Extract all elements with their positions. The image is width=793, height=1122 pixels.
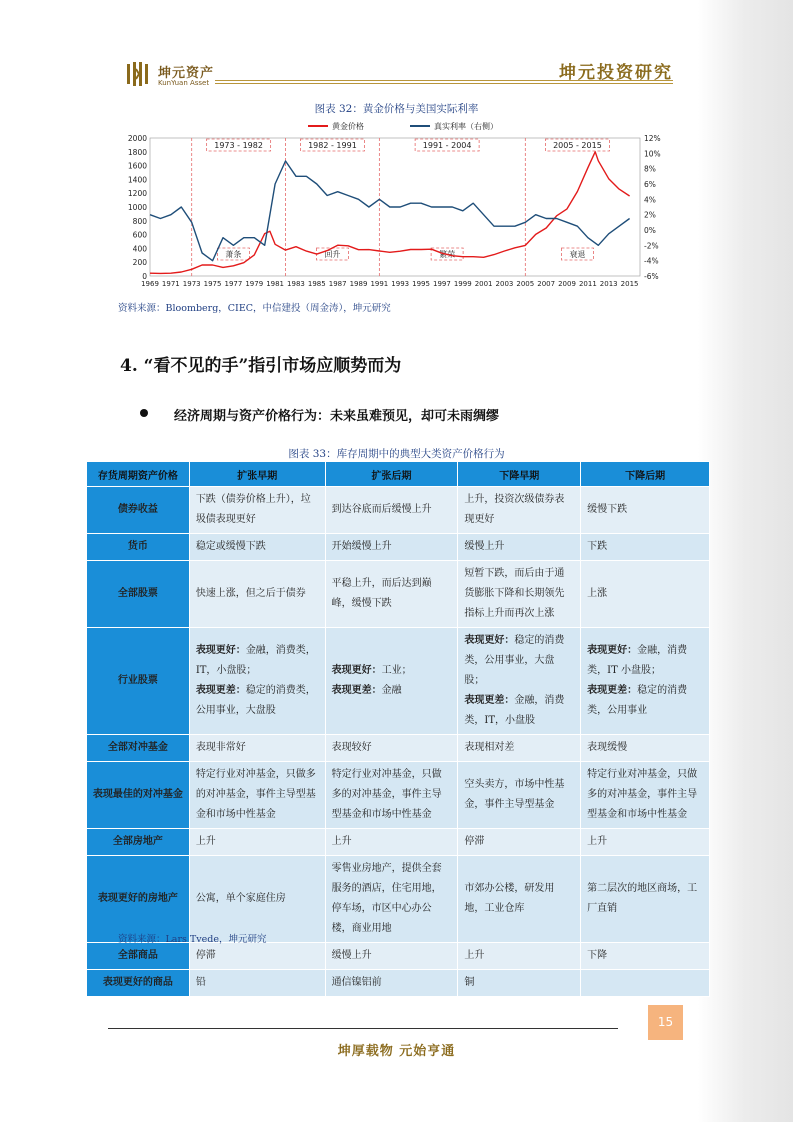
x-tick-label: 1999	[453, 280, 472, 288]
logo-chinese-name: 坤元资产	[158, 66, 215, 81]
row-label: 行业股票	[87, 628, 190, 735]
better-text: 工业；	[381, 665, 412, 676]
y-left-tick-label: 600	[132, 230, 147, 240]
x-tick-label: 2013	[599, 280, 618, 288]
y-left-tick-label: 1400	[127, 175, 147, 185]
row-label: 债券收益	[87, 487, 190, 534]
worse-label: 表现更差：	[587, 685, 638, 696]
table-cell: 表现非常好	[189, 735, 325, 762]
better-label: 表现更好：	[464, 635, 515, 646]
y-right-tick-label: 12%	[644, 134, 661, 143]
table-row-commodities	[87, 943, 710, 970]
y-right-tick-label: -6%	[644, 272, 659, 281]
period-label: 2005 - 2015	[553, 141, 602, 150]
asset-cycle-table	[86, 461, 710, 997]
phase-label: 回升	[324, 250, 341, 259]
table-cell: 停滞	[458, 829, 581, 856]
y-left-tick-label: 0	[142, 272, 147, 281]
table-cell: 开始缓慢上升	[325, 534, 458, 561]
table-cell: 稳定或缓慢下跌	[189, 534, 325, 561]
table-cell: 公寓，单个家庭住房	[189, 856, 325, 943]
table-row-best-commodities	[87, 970, 710, 997]
table-cell: 短暂下跌，而后由于通货膨胀下降和长期领先指标上升而再次上涨	[458, 561, 581, 628]
table-cell: 上升，投资次级债券表现更好	[458, 487, 581, 534]
column-header: 存货周期资产价格	[87, 462, 190, 487]
x-tick-label: 1991	[370, 280, 389, 288]
table-cell: 零售业房地产，提供全套服务的酒店，住宅用地，停车场，市区中心办公楼，商业用地	[325, 856, 458, 943]
x-tick-label: 1997	[433, 280, 451, 288]
x-tick-label: 1973	[182, 280, 201, 288]
table-row-real-estate	[87, 829, 710, 856]
x-tick-label: 1981	[266, 280, 285, 288]
y-left-tick-label: 1000	[127, 203, 147, 212]
footer-motto: 坤厚载物 元始亨通	[337, 1044, 456, 1059]
y-right-tick-label: 2%	[644, 210, 656, 220]
x-tick-label: 1985	[307, 280, 326, 288]
y-left-tick-label: 800	[132, 216, 147, 226]
period-label: 1982 - 1991	[308, 141, 357, 150]
better-text: 稳定的消费类，公用事业，大盘股；	[464, 635, 565, 686]
bullet-dot-icon	[140, 409, 148, 417]
report-series-title: 坤元投资研究	[559, 63, 673, 83]
table-cell: 下跌（债券价格上升），垃圾债表现更好	[189, 487, 325, 534]
worse-label: 表现更差：	[331, 685, 382, 696]
period-label: 1991 - 2004	[422, 141, 472, 150]
logo-english-name: KunYuan Asset	[158, 79, 210, 87]
table-cell: 空头卖方，市场中性基金，事件主导型基金	[458, 762, 581, 829]
x-tick-label: 1995	[412, 280, 430, 288]
table-cell: 特定行业对冲基金，只做多的对冲基金，事件主导型基金和市场中性基金	[189, 762, 325, 829]
table-cell: 缓慢上升	[458, 534, 581, 561]
table-cell: 快速上涨，但之后于债券	[189, 561, 325, 628]
x-tick-label: 2003	[495, 280, 514, 288]
table-cell: 表现缓慢	[581, 735, 710, 762]
figure-32-caption: 图表 32：黄金价格与美国实际利率	[314, 103, 479, 115]
better-label: 表现更好：	[587, 645, 638, 656]
x-tick-label: 2009	[558, 280, 576, 288]
table-cell: 停滞	[189, 943, 325, 970]
table-row-bonds	[87, 487, 710, 534]
row-label: 全部对冲基金	[87, 735, 190, 762]
y-left-tick-label: 1800	[127, 147, 147, 157]
gold-real-rate-chart	[118, 118, 676, 296]
phase-label: 衰退	[569, 250, 586, 259]
table-cell	[581, 970, 710, 997]
better-text: 金融，消费类，IT 小盘股；	[587, 645, 688, 676]
x-tick-label: 2015	[620, 280, 639, 288]
kunyuan-logo-icon	[126, 61, 152, 87]
row-label: 货币	[87, 534, 190, 561]
table-row-sector-stocks	[87, 628, 710, 735]
footer-rule	[108, 1028, 618, 1029]
table-cell: 下跌	[581, 534, 710, 561]
table-row-best-real-estate	[87, 856, 710, 943]
table-cell: 铅	[189, 970, 325, 997]
y-left-tick-label: 2000	[127, 134, 147, 143]
x-tick-label: 2011	[578, 280, 597, 288]
y-left-tick-label: 1600	[127, 161, 147, 171]
x-tick-label: 1983	[287, 280, 305, 288]
table-cell: 表现相对差	[458, 735, 581, 762]
y-left-tick-label: 400	[132, 244, 147, 254]
row-label: 表现更好的商品	[87, 970, 190, 997]
row-label: 全部股票	[87, 561, 190, 628]
table-cell: 特定行业对冲基金，只做多的对冲基金，事件主导型基金和市场中性基金	[325, 762, 458, 829]
figure-32-source: 资料来源：Bloomberg，CIEC，中信建投（周金涛），坤元研究	[118, 303, 391, 314]
x-tick-label: 2001	[474, 280, 493, 288]
legend-label-rate: 真实利率（右侧）	[434, 122, 498, 131]
table-cell: 特定行业对冲基金，只做多的对冲基金，事件主导型基金和市场中性基金	[581, 762, 710, 829]
x-tick-label: 2005	[516, 280, 535, 288]
worse-label: 表现更差：	[195, 685, 246, 696]
x-tick-label: 1989	[349, 280, 368, 288]
y-right-tick-label: 4%	[644, 195, 656, 205]
x-tick-label: 1987	[328, 280, 347, 288]
y-right-tick-label: 6%	[644, 180, 656, 189]
phase-label: 萧条	[225, 250, 242, 259]
worse-text: 金融	[381, 685, 402, 696]
table-cell	[325, 628, 458, 735]
x-tick-label: 1971	[161, 280, 180, 288]
table-row-hedge-funds	[87, 735, 710, 762]
table-row-currency	[87, 534, 710, 561]
row-label: 表现最佳的对冲基金	[87, 762, 190, 829]
worse-label: 表现更差：	[464, 695, 515, 706]
better-label: 表现更好：	[331, 665, 382, 676]
column-header: 下降后期	[581, 462, 710, 487]
x-tick-label: 2007	[537, 280, 556, 288]
table-cell	[458, 628, 581, 735]
column-header: 下降早期	[458, 462, 581, 487]
table-cell: 上升	[189, 829, 325, 856]
header-rule-thin	[215, 83, 673, 84]
x-tick-label: 1993	[391, 280, 410, 288]
worse-text: 稳定的消费类，公用事业，大盘股	[195, 685, 316, 716]
period-label: 1973 - 1982	[214, 141, 263, 150]
table-row-stocks	[87, 561, 710, 628]
column-header: 扩张早期	[189, 462, 325, 487]
table-cell	[189, 628, 325, 735]
legend-label-gold: 黄金价格	[332, 122, 364, 131]
better-text: 金融，消费类，IT，小盘股；	[195, 645, 316, 676]
section-heading: 4. “看不见的手”指引市场应顺势而为	[120, 356, 402, 376]
table-cell: 到达谷底而后缓慢上升	[325, 487, 458, 534]
table-cell: 上升	[581, 829, 710, 856]
table-cell: 市郊办公楼，研发用地，工业仓库	[458, 856, 581, 943]
table-cell: 表现较好	[325, 735, 458, 762]
table-cell: 上升	[458, 943, 581, 970]
x-tick-label: 1979	[245, 280, 264, 288]
x-tick-label: 1977	[224, 280, 243, 288]
table-cell: 通信镍铝前	[325, 970, 458, 997]
y-left-tick-label: 1200	[127, 189, 147, 199]
row-label: 表现更好的房地产	[87, 856, 190, 943]
worse-text: 稳定的消费类，公用事业	[587, 685, 688, 716]
better-label: 表现更好：	[195, 645, 246, 656]
x-tick-label: 1975	[203, 280, 222, 288]
table-cell: 第二层次的地区商场，工厂直销	[581, 856, 710, 943]
table-header-row	[87, 462, 710, 487]
bullet-heading: 经济周期与资产价格行为：未来虽难预见，却可未雨绸缪	[174, 409, 500, 424]
x-tick-label: 1969	[141, 280, 159, 288]
table-cell: 上涨	[581, 561, 710, 628]
table-cell: 缓慢上升	[325, 943, 458, 970]
table-row-best-hedge-funds	[87, 762, 710, 829]
y-right-tick-label: 0%	[644, 226, 656, 235]
y-right-tick-label: -4%	[644, 256, 659, 266]
phase-label: 繁荣	[439, 250, 456, 259]
page-number: 15	[648, 1005, 683, 1040]
worse-text: 金融，消费类，IT，小盘股	[464, 695, 565, 726]
row-label: 全部房地产	[87, 829, 190, 856]
table-cell	[581, 628, 710, 735]
figure-33-source: 资料来源：Lars Tvede，坤元研究	[118, 934, 267, 945]
y-right-tick-label: 8%	[644, 164, 656, 174]
column-header: 扩张后期	[325, 462, 458, 487]
table-cell: 上升	[325, 829, 458, 856]
header-rule	[215, 80, 673, 81]
table-cell: 平稳上升，而后达到巅峰，缓慢下跌	[325, 561, 458, 628]
table-cell: 铜	[458, 970, 581, 997]
y-left-tick-label: 200	[132, 258, 147, 268]
y-right-tick-label: -2%	[644, 241, 659, 251]
row-label: 全部商品	[87, 943, 190, 970]
table-cell: 缓慢下跌	[581, 487, 710, 534]
figure-33-caption: 图表 33：库存周期中的典型大类资产价格行为	[288, 448, 505, 460]
y-right-tick-label: 10%	[644, 149, 661, 159]
table-cell: 下降	[581, 943, 710, 970]
